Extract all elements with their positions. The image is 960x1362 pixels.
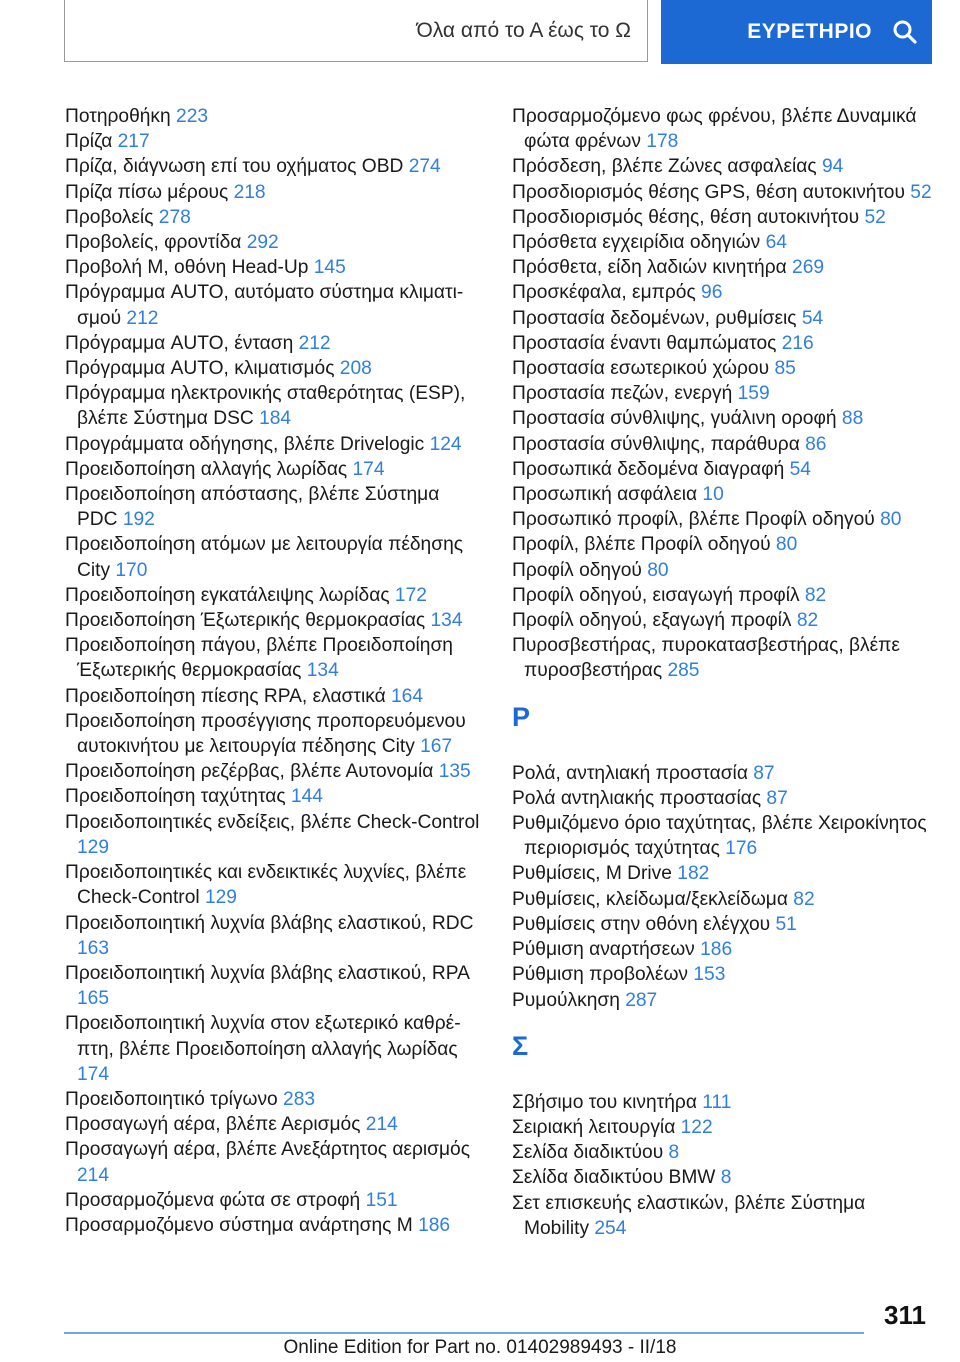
index-entry-term: Προειδοποίηση απόστασης, βλέπε Σύστημα PDC [65,484,440,531]
index-entry [65,230,485,255]
index-entry-page-link[interactable]: 208 [339,358,372,380]
index-entry [65,432,485,457]
index-entry [512,230,932,255]
index-letter-heading-sigma: Σ [512,1030,529,1061]
index-entry-page-link[interactable]: 217 [117,131,150,153]
index-entry-term: Προειδοποιητική λυχνία βλάβης ελαστικού, RDC [65,912,474,934]
index-entry-page-link[interactable]: 85 [774,358,796,380]
index-entry-term: Ρύθμιση προβολέων [512,964,694,986]
index-entry-page-link[interactable]: 134 [306,660,339,682]
index-entry [512,1165,932,1190]
index-entry-term: Προσκέφαλα, εμπρός [512,282,702,304]
index-entry-page-link[interactable]: 274 [408,156,441,178]
index-entry [512,104,932,154]
index-entry [512,1090,932,1115]
index-group-p-continued [512,104,932,684]
index-entry-page-link[interactable]: 153 [693,964,726,986]
index-entry [512,255,932,280]
index-entry-page-link[interactable]: 51 [775,913,797,935]
index-entry-page-link[interactable]: 52 [864,206,886,228]
index-entry-term: Προφίλ οδηγού [512,559,648,581]
index-entry [512,962,932,987]
index-entry [65,1137,485,1187]
index-entry-page-link[interactable]: 174 [77,1063,110,1085]
index-entry [65,583,485,608]
index-entry [65,961,485,1011]
index-entry [512,205,932,230]
tab-a-to-z-label: Όλα από το Α έως το Ω [416,18,631,42]
index-entry [65,1112,485,1137]
index-entry-page-link[interactable]: 216 [781,332,814,354]
page-number: 311 [884,1300,926,1330]
index-entry-page-link[interactable]: 164 [391,685,424,707]
index-entry-term: Προειδοποίηση ταχύτητας [65,786,291,808]
index-entry-page-link[interactable]: 172 [394,584,427,606]
index-entry-page-link[interactable]: 52 [910,181,932,203]
index-entry-term: Σειριακή λειτουργία [512,1116,681,1138]
index-entry-term: Προειδοποιητική λυχνία βλάβης ελαστικού, RPA [65,962,469,984]
index-entry [512,356,932,381]
tab-index-label: ΕΥΡΕΤΗΡΙΟ [747,20,872,43]
index-entry-page-link[interactable]: 54 [789,458,811,480]
index-entry [512,1191,932,1241]
index-entry [65,154,485,179]
index-entry [512,988,932,1013]
index-entry-term: Προειδοποίηση πίεσης RPA, ελαστικά [65,685,392,707]
index-entry-term: Πρόσθετα, είδη λαδιών κινητήρα [512,257,793,279]
index-entry-page-link[interactable]: 144 [290,786,323,808]
index-entry-page-link[interactable]: 278 [158,206,191,228]
index-entry-term: Προσωπικό προφίλ, βλέπε Προφίλ οδηγού [512,509,881,531]
index-entry [512,331,932,356]
index-entry-term: Προστασία εσωτερικού χώρου [512,358,775,380]
index-entry [512,1140,932,1165]
index-entry-term: Πρόγραμμα AUTO, ένταση [65,332,299,354]
index-entry [65,104,485,129]
index-entry-term: Προσαρμοζόμενο σύστημα ανάρτησης M [65,1214,419,1236]
index-entry-page-link[interactable]: 176 [725,838,758,860]
index-entry-page-link[interactable]: 269 [792,257,825,279]
index-entry-page-link[interactable]: 223 [176,106,209,127]
index-entry-term: Πυροσβεστήρας, πυροκατασβεστήρας, βλέπε πυροσβεστήρας [512,635,900,682]
index-entry [512,154,932,179]
index-entry-term: Ρυθμίσεις στην οθόνη ελέγχου [512,913,776,935]
index-entry-term: Προβολείς [65,206,159,228]
index-entry [512,887,932,912]
index-entry-page-link[interactable]: 254 [594,1217,627,1239]
index-entry-term: Προστασία σύνθλιψης, παράθυρα [512,433,806,455]
index-entry [65,356,485,381]
index-entry-page-link[interactable]: 214 [77,1164,110,1186]
index-entry [65,1213,485,1238]
index-entry-page-link[interactable]: 94 [821,156,844,178]
index-entry [512,432,932,457]
index-entry-term: Προβολείς, φροντίδα [65,232,247,254]
index-entry [512,381,932,406]
tab-a-to-z[interactable] [64,0,648,62]
index-entry-page-link[interactable]: 8 [720,1167,732,1189]
index-entry-term: Προειδοποίηση εγκατάλειψης λωρίδας [65,584,395,606]
index-entry-page-link[interactable]: 80 [880,509,902,531]
index-entry [65,457,485,482]
footer-edition-text: Online Edition for Part no. 01402989493 - II/18 [283,1337,677,1358]
index-entry-term: Προειδοποιητικό τρίγωνο [65,1088,284,1110]
index-entry [512,507,932,532]
index-entry-page-link[interactable]: 87 [753,762,775,784]
index-entry-term: Ρολά αντηλιακής προστασίας [512,787,767,809]
index-entry-page-link[interactable]: 129 [204,887,237,909]
index-entry [512,406,932,431]
index-entry-page-link[interactable]: 285 [667,660,700,682]
index-entry-term: Σετ επισκευής ελαστικών, βλέπε Σύστημα Mobility [512,1192,866,1239]
index-entry-page-link[interactable]: 212 [298,332,331,354]
index-entry-page-link[interactable]: 151 [365,1189,398,1211]
index-entry [512,457,932,482]
index-entry-term: Προφίλ οδηγού, εισαγωγή προφίλ [512,584,805,606]
index-entry-term: Προσαρμοζόμενο φως φρένου, βλέπε Δυναμικά φώτα φρένων [512,106,917,153]
index-entry-page-link[interactable]: 167 [420,736,453,758]
index-entry-term: Προσαγωγή αέρα, βλέπε Ανεξάρτητος αερισμός [65,1139,470,1161]
index-entry-page-link[interactable]: 129 [77,836,110,858]
index-entry-page-link[interactable]: 80 [775,534,798,556]
index-entry-page-link[interactable]: 54 [801,307,824,329]
index-entry-page-link[interactable]: 87 [766,787,788,809]
index-entry-term: Πρίζα πίσω μέρους [65,181,234,203]
index-entry-page-link[interactable]: 170 [115,559,148,581]
index-entry-page-link[interactable]: 135 [438,761,471,783]
index-entry-term: Πρόσθετα εγχειρίδια οδηγιών [512,232,766,254]
index-entry-page-link[interactable]: 214 [365,1114,398,1136]
index-entry-page-link[interactable]: 174 [352,458,385,480]
index-entry [512,482,932,507]
index-entry-term: Προφίλ, βλέπε Προφίλ οδηγού [512,534,776,556]
index-entry [512,811,932,861]
index-entry-term: Προειδοποίηση ρεζέρβας, βλέπε Αυτονομία [65,761,439,783]
search-icon[interactable] [892,19,918,45]
index-entry [65,205,485,230]
index-entry [65,860,485,910]
index-entry-term: Ρυθμιζόμενο όριο ταχύτητας, βλέπε Χειροκίνητος περιορισμός ταχύτητας [512,813,927,860]
index-entry-term: Πρίζα [65,131,118,153]
top-navigation [64,0,932,64]
index-entry-page-link[interactable]: 163 [77,937,110,959]
index-entry-page-link[interactable]: 159 [737,383,770,405]
index-entry-term: Προσαρμοζόμενα φώτα σε στροφή [65,1189,366,1211]
index-entry-page-link[interactable]: 82 [793,888,815,910]
tab-index[interactable] [661,0,932,64]
index-entry-page-link[interactable]: 292 [246,232,279,254]
index-entry-term: Ρυθμίσεις, M Drive [512,863,678,885]
index-entry-term: Ρυμούλκηση [512,989,626,1011]
index-entry-term: Ποτηροθήκη [65,106,177,127]
index-entry-term: Ρυθμίσεις, κλείδωμα/ξεκλείδωμα [512,888,794,910]
index-entry-term: Πρίζα, διάγνωση επί του οχήματος OBD [65,156,409,178]
index-entry-term: Προστασία πεζών, ενεργή [512,383,738,405]
index-entry-page-link[interactable]: 8 [668,1142,680,1164]
index-entry [65,684,485,709]
index-entry [65,1188,485,1213]
index-entry [512,761,932,786]
index-entry [512,786,932,811]
index-entry [512,608,932,633]
index-entry-page-link[interactable]: 182 [677,863,710,885]
index-entry-term: Προειδοποιητικές ενδείξεις, βλέπε Check-Control [65,811,480,833]
index-entry-term: Πρόγραμμα ηλεκτρονικής σταθερότητας (ESP), βλέπε Σύστημα DSC [65,383,466,430]
index-entry-term: Προειδοποίηση πάγου, βλέπε Προειδοποίηση Έξωτερικής θερμοκρασίας [65,635,453,682]
index-entry-term: Προειδοποίηση ατόμων με λειτουργία πέδησης City [65,534,463,581]
index-entry [65,280,485,330]
index-entry-term: Προσωπική ασφάλεια [512,484,703,506]
index-entry-term: Σελίδα διαδικτύου [512,1142,669,1164]
index-entry [65,759,485,784]
index-entry [65,784,485,809]
index-group-rho [512,761,932,1013]
index-entry-term: Ρολά, αντηλιακή προστασία [512,762,754,784]
index-entry-page-link[interactable]: 10 [702,484,724,506]
index-entry-term: Προειδοποίηση αλλαγής λωρίδας [65,458,353,480]
index-entry [65,482,485,532]
index-entry-term: Πρόγραμμα AUTO, αυτόματο σύστημα κλιματισμού [65,282,464,329]
index-entry-page-link[interactable]: 96 [701,282,723,304]
index-entry-term: Προστασία σύνθλιψης, γυάλινη οροφή [512,408,842,430]
index-entry-page-link[interactable]: 82 [804,584,827,606]
index-entry [65,1087,485,1112]
index-entry-page-link[interactable]: 192 [122,509,155,531]
index-entry [512,1115,932,1140]
index-entry [65,129,485,154]
index-entry-page-link[interactable]: 134 [430,610,463,632]
index-entry-term: Προσδιορισμός θέσης, θέση αυτοκινήτου [512,206,865,228]
index-entry [65,633,485,683]
index-entry [65,381,485,431]
index-entry-page-link[interactable]: 111 [702,1091,732,1113]
index-entry-page-link[interactable]: 283 [283,1088,316,1110]
index-entry [512,912,932,937]
index-entry-term: Προστασία δεδομένων, ρυθμίσεις [512,307,802,329]
index-entry-term: Προβολή Μ, οθόνη Head-Up [65,257,314,279]
index-entry-page-link[interactable]: 186 [700,939,733,961]
index-entry [512,633,932,683]
index-entry-page-link[interactable]: 64 [765,232,787,254]
index-entry [65,709,485,759]
index-column-right [512,104,932,1241]
index-entry-term: Ρύθμιση αναρτήσεων [512,939,701,961]
index-entry-term: Προσαγωγή αέρα, βλέπε Αερισμός [65,1114,366,1136]
index-entry [512,937,932,962]
index-column-left [65,104,485,1238]
index-entry-term: Προειδοποίηση προσέγγισης προπορευόμενου αυτοκινήτου με λειτουργία πέδησης City [65,710,466,758]
index-entry-term: Προειδοποιητική λυχνία στον εξωτερικό καθρέπτη, βλέπε Προειδοποίηση αλλαγής λωρίδας [65,1013,461,1060]
index-entry [512,280,932,305]
index-entry-page-link[interactable]: 80 [647,559,669,581]
index-entry-page-link[interactable]: 184 [259,408,292,430]
index-entry-term: Προστασία έναντι θαμπώματος [512,332,782,354]
index-entry [512,861,932,886]
index-entry-page-link[interactable]: 88 [841,408,864,430]
index-entry-page-link[interactable]: 86 [805,433,827,455]
index-entry [65,532,485,582]
index-entry [512,306,932,331]
index-entry-page-link[interactable]: 145 [313,257,346,279]
index-entry [65,608,485,633]
index-entry-page-link[interactable]: 178 [646,131,679,153]
index-entry-page-link[interactable]: 218 [233,181,266,203]
index-entry-page-link[interactable]: 186 [418,1214,451,1236]
index-entry-term: Προγράμματα οδήγησης, βλέπε Drivelogic [65,433,430,455]
index-entry-page-link[interactable]: 124 [429,433,462,455]
index-entry [512,180,932,205]
index-letter-heading-rho: Ρ [512,701,531,732]
index-entry-term: Προσδιορισμός θέσης GPS, θέση αυτοκινήτου [512,181,911,203]
index-entry [65,180,485,205]
index-entry [65,810,485,860]
index-entry-term: Προφίλ οδηγού, εξαγωγή προφίλ [512,610,797,632]
index-entry [65,331,485,356]
index-entry-page-link[interactable]: 287 [625,989,658,1011]
index-entry-page-link[interactable]: 122 [680,1116,713,1138]
index-entry-term: Σβήσιμο του κινητήρα [512,1091,703,1113]
index-entry [65,1011,485,1087]
index-entry-page-link[interactable]: 82 [796,610,819,632]
index-entry-term: Προειδοποίηση Έξωτερικής θερμοκρασίας [65,610,431,632]
index-entry-term: Προσωπικά δεδομένα διαγραφή [512,458,790,480]
index-entry-term: Πρόσδεση, βλέπε Ζώνες ασφαλείας [512,156,822,178]
index-entry-page-link[interactable]: 212 [126,307,159,329]
index-entry-term: Πρόγραμμα AUTO, κλιματισμός [65,358,340,380]
index-entry-term: Σελίδα διαδικτύου BMW [512,1167,721,1189]
index-group-sigma [512,1090,932,1241]
index-entry [512,583,932,608]
index-entry [512,558,932,583]
index-entry-page-link[interactable]: 165 [77,988,110,1010]
index-entry [512,532,932,557]
index-entry-term: Προειδοποιητικές και ενδεικτικές λυχνίες, βλέπε Check-Control [65,862,467,909]
index-entry [65,255,485,280]
index-entry [65,911,485,961]
